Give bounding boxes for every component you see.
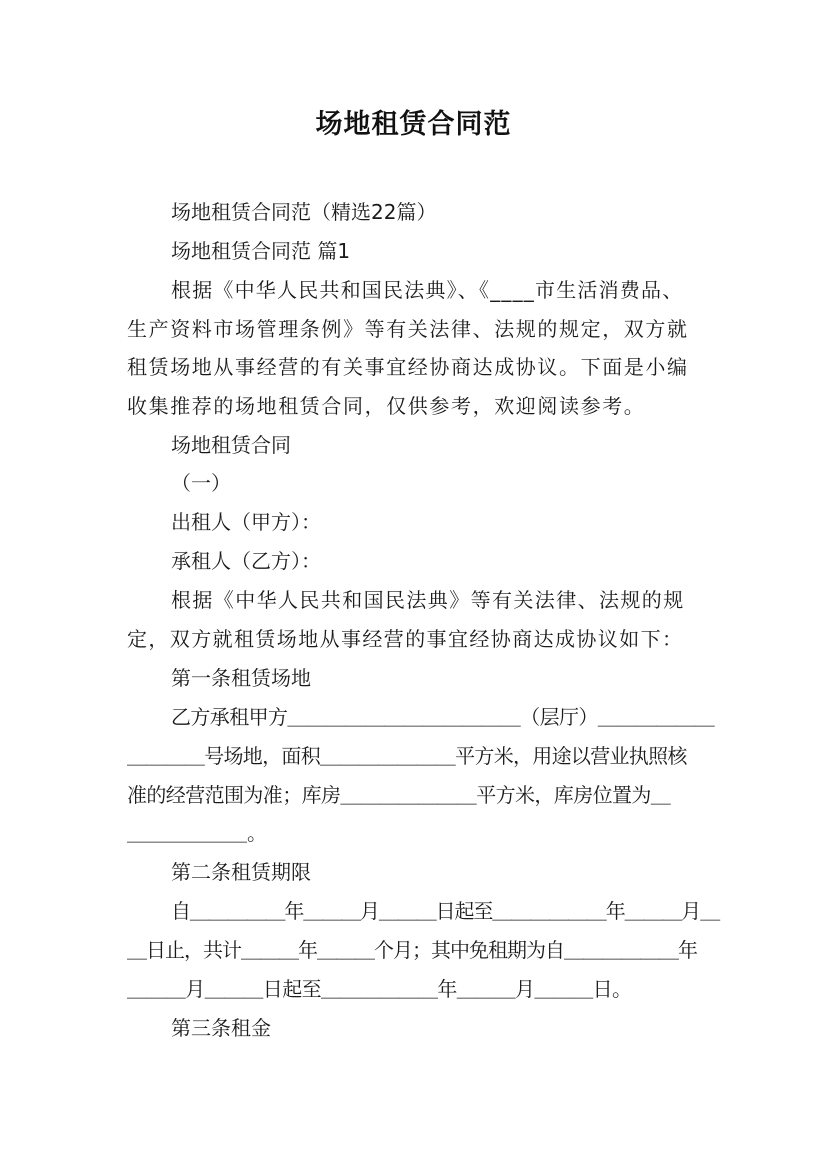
lessor-label: 出租人（甲方）： — [171, 510, 321, 534]
body-line: 生产资料市场管理条例》等有关法律、法规的规定，双方就 — [127, 317, 689, 341]
form-line: ＿＿＿月＿＿＿日起至＿＿＿＿＿＿年＿＿＿月＿＿＿日。 — [127, 977, 632, 1001]
article-heading: 第三条租金 — [171, 1016, 271, 1040]
body-line: 收集推荐的场地租赁合同，仅供参考，欢迎阅读参考。 — [127, 394, 646, 418]
section-heading: 场地租赁合同范 篇1 — [171, 239, 351, 263]
article-heading: 第一条租赁场地 — [171, 666, 311, 690]
lessee-label: 承租人（乙方）： — [171, 549, 321, 573]
section-number: （一） — [171, 471, 231, 495]
body-line: 定，双方就租赁场地从事经营的事宜经协商达成协议如下： — [127, 627, 684, 651]
body-line: 租赁场地从事经营的有关事宜经协商达成协议。下面是小编 — [127, 355, 689, 379]
subtitle-line: 场地租赁合同范（精选22篇） — [171, 200, 437, 224]
form-line: 乙方承租甲方＿＿＿＿＿＿＿＿＿＿＿＿（层厅）＿＿＿＿＿＿ — [171, 705, 715, 729]
body-line: 根据《中华人民共和国民法典》、《____市生活消费品、 — [171, 278, 684, 302]
form-line: ＿＿＿＿号场地，面积＿＿＿＿＿＿＿平方米，用途以营业执照核 — [127, 744, 687, 768]
form-line: ＿日止，共计＿＿＿年＿＿＿个月；其中免租期为自＿＿＿＿＿＿年 — [127, 938, 697, 962]
body-line: 根据《中华人民共和国民法典》等有关法律、法规的规 — [171, 588, 685, 612]
form-line: ＿＿＿＿＿＿。 — [127, 821, 267, 845]
form-line: 准的经营范围为准；库房＿＿＿＿＿＿＿平方米，库房位置为＿ — [127, 783, 671, 807]
section-heading: 场地租赁合同 — [171, 433, 291, 457]
form-line: 自＿＿＿＿＿年＿＿＿月＿＿＿日起至＿＿＿＿＿＿年＿＿＿月＿ — [171, 899, 720, 923]
article-heading: 第二条租赁期限 — [171, 860, 311, 884]
document-title: 场地租赁合同范 — [315, 109, 512, 140]
